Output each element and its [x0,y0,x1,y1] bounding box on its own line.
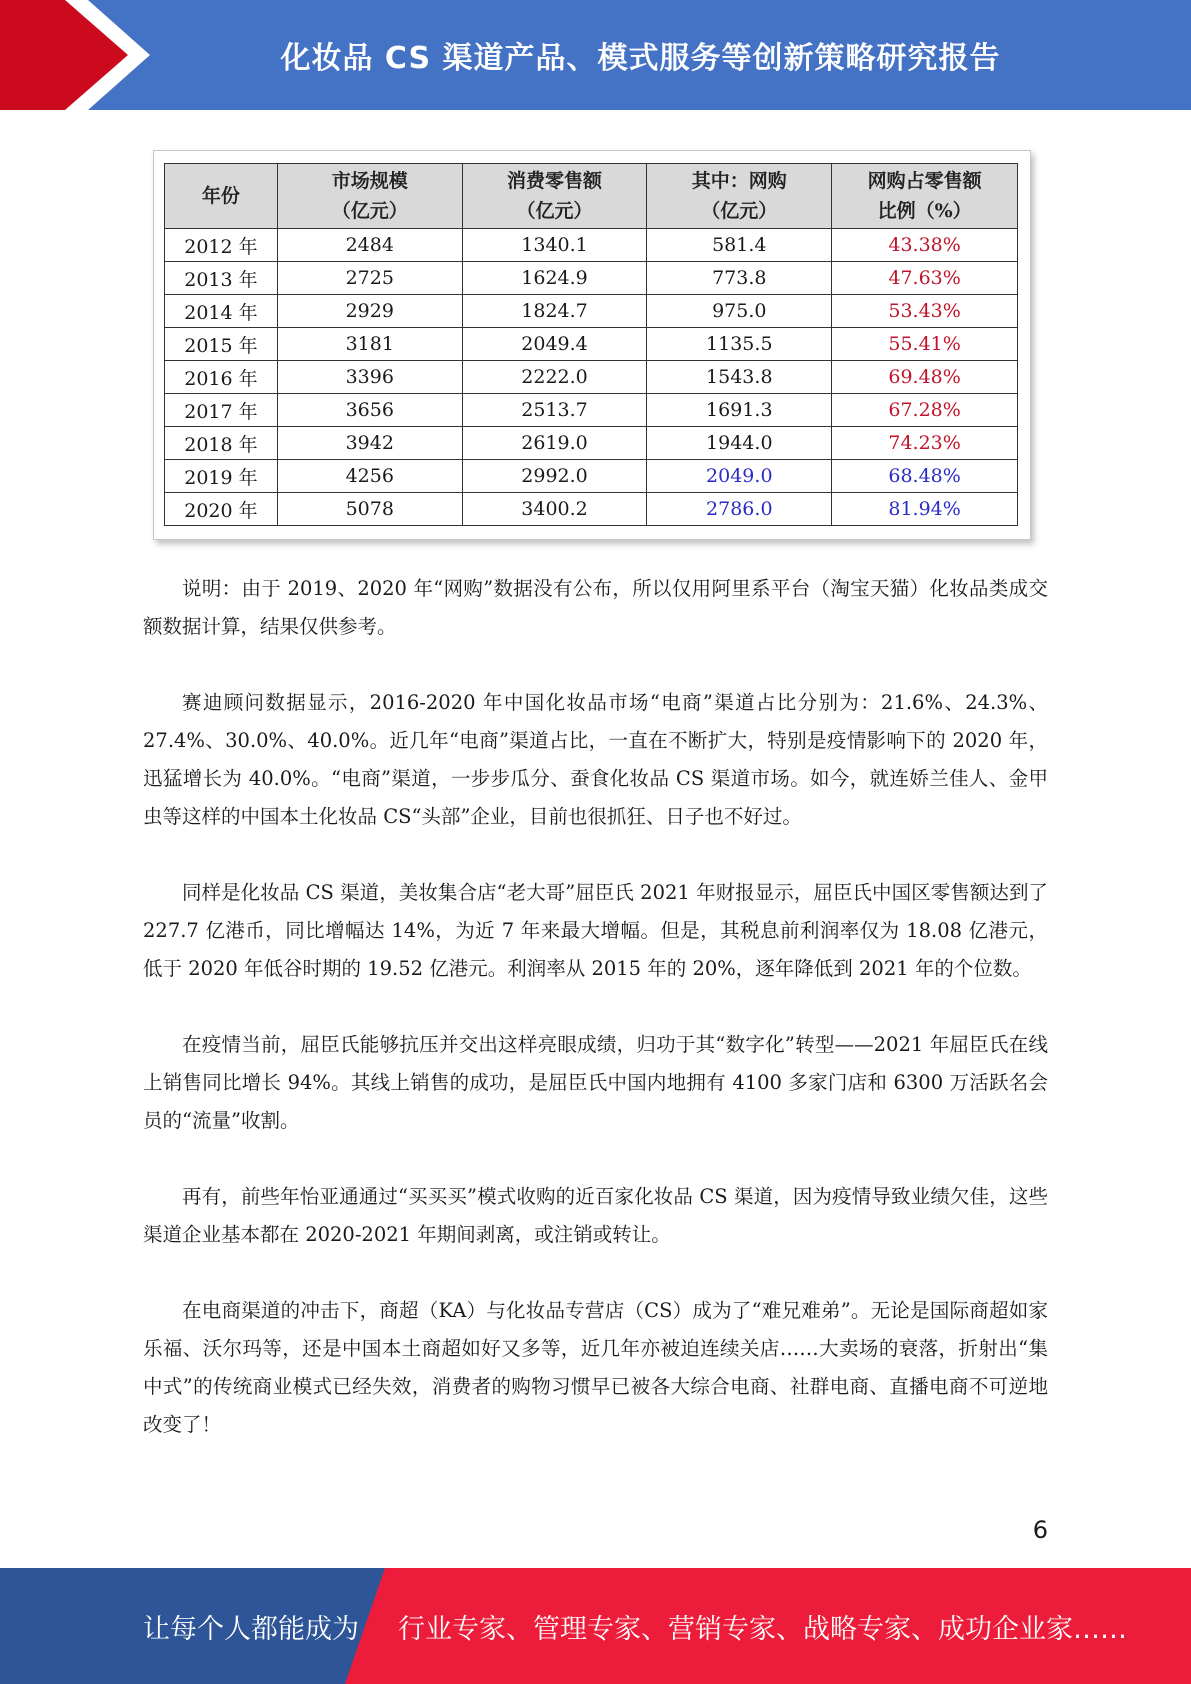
cell-online: 1944.0 [647,427,832,460]
cell-market-size: 3656 [277,394,462,427]
cell-year: 2012 年 [165,229,278,262]
cell-market-size: 3181 [277,328,462,361]
cell-online: 2049.0 [647,460,832,493]
page-number: 6 [1032,1516,1048,1544]
cell-online: 773.8 [647,262,832,295]
cell-online: 975.0 [647,295,832,328]
footer-slogan-left: 让每个人都能成为 [143,1613,359,1645]
body-paragraph: 同样是化妆品 CS 渠道，美妆集合店“老大哥”屈臣氏 2021 年财报显示，屈臣氏中国区零售额达到了 227.7 亿港币，同比增幅达 14%，为近 7 年来最大增幅。但是，其税息前利润率仅为 18.08 亿港元，低于 2020 年低谷时期的 19.52 亿港元。利润率从 2015 年的 20%，逐年降低到 2021 年的个位数。 [143,881,1048,980]
cell-retail-sales: 1824.7 [462,295,647,328]
table-row [165,427,1018,460]
header-banner [0,0,1191,110]
cell-market-size: 2725 [277,262,462,295]
cell-market-size: 2484 [277,229,462,262]
cell-retail-sales: 1340.1 [462,229,647,262]
body-paragraph: 再有，前些年怡亚通通过“买买买”模式收购的近百家化妆品 CS 渠道，因为疫情导致业绩欠佳，这些渠道企业基本都在 2020-2021 年期间剥离，或注销或转让。 [143,1185,1048,1246]
cell-retail-sales: 2992.0 [462,460,647,493]
cell-market-size: 2929 [277,295,462,328]
cell-year: 2013 年 [165,262,278,295]
report-title: 化妆品 CS 渠道产品、模式服务等创新策略研究报告 [280,41,1001,76]
report-body [143,570,1048,1482]
cell-online-ratio: 67.28% [832,394,1018,427]
cell-online-ratio: 47.63% [832,262,1018,295]
cell-market-size: 3396 [277,361,462,394]
footer-banner [0,1568,1191,1684]
cell-online-ratio: 53.43% [832,295,1018,328]
cell-online-ratio: 55.41% [832,328,1018,361]
note-paragraph: 说明：由于 2019、2020 年“网购”数据没有公布，所以仅用阿里系平台（淘宝天猫）化妆品类成交额数据计算，结果仅供参考。 [143,577,1048,638]
cell-online-ratio: 74.23% [832,427,1018,460]
header-market-size: 市场规模 （亿元） [277,164,462,229]
cell-online: 1135.5 [647,328,832,361]
cell-online: 1691.3 [647,394,832,427]
cell-retail-sales: 1624.9 [462,262,647,295]
cell-year: 2017 年 [165,394,278,427]
cell-year: 2016 年 [165,361,278,394]
body-paragraph: 赛迪顾问数据显示，2016-2020 年中国化妆品市场“电商”渠道占比分别为：21.6%、24.3%、27.4%、30.0%、40.0%。近几年“电商”渠道占比，一直在不断扩大，特别是疫情影响下的 2020 年，迅猛增长为 40.0%。“电商”渠道，一步步瓜分、蚕食化妆品 CS 渠道市场。如今，就连娇兰佳人、金甲虫等这样的中国本土化妆品 CS“头部”企业，目前也很抓狂、日子也不好过。 [143,691,1048,828]
table-row [165,229,1018,262]
cell-online-ratio: 43.38% [832,229,1018,262]
cell-year: 2018 年 [165,427,278,460]
header-online: 其中：网购 （亿元） [647,164,832,229]
table-row [165,394,1018,427]
cell-online-ratio: 69.48% [832,361,1018,394]
table-row [165,295,1018,328]
market-data-table [164,163,1018,526]
cell-year: 2014 年 [165,295,278,328]
body-paragraph: 在疫情当前，屈臣氏能够抗压并交出这样亮眼成绩，归功于其“数字化”转型——2021 年屈臣氏在线上销售同比增长 94%。其线上销售的成功，是屈臣氏中国内地拥有 4100 多家门店和 6300 万活跃名会员的“流量”收割。 [143,1033,1048,1132]
cell-retail-sales: 2619.0 [462,427,647,460]
cell-retail-sales: 2049.4 [462,328,647,361]
cell-retail-sales: 3400.2 [462,493,647,526]
cell-retail-sales: 2222.0 [462,361,647,394]
table-row [165,262,1018,295]
table-row [165,328,1018,361]
cell-year: 2019 年 [165,460,278,493]
header-retail-sales: 消费零售额 （亿元） [462,164,647,229]
cell-online: 1543.8 [647,361,832,394]
table-row [165,361,1018,394]
cell-market-size: 5078 [277,493,462,526]
table-row [165,460,1018,493]
cell-online: 2786.0 [647,493,832,526]
cell-market-size: 4256 [277,460,462,493]
cell-market-size: 3942 [277,427,462,460]
cell-year: 2020 年 [165,493,278,526]
data-table-figure [153,150,1031,540]
footer-slogan-right: 行业专家、管理专家、营销专家、战略专家、成功企业家…… [398,1613,1127,1645]
table-row [165,493,1018,526]
table-header-row [165,164,1018,229]
body-paragraph: 在电商渠道的冲击下，商超（KA）与化妆品专营店（CS）成为了“难兄难弟”。无论是国际商超如家乐福、沃尔玛等，还是中国本土商超如好又多等，近几年亦被迫连续关店……大卖场的衰落，折射出“集中式”的传统商业模式已经失效，消费者的购物习惯早已被各大综合电商、社群电商、直播电商不可逆地改变了！ [143,1299,1048,1436]
cell-online: 581.4 [647,229,832,262]
cell-retail-sales: 2513.7 [462,394,647,427]
cell-online-ratio: 81.94% [832,493,1018,526]
header-online-ratio: 网购占零售额 比例（%） [832,164,1018,229]
header-year: 年份 [165,164,278,229]
cell-online-ratio: 68.48% [832,460,1018,493]
cell-year: 2015 年 [165,328,278,361]
